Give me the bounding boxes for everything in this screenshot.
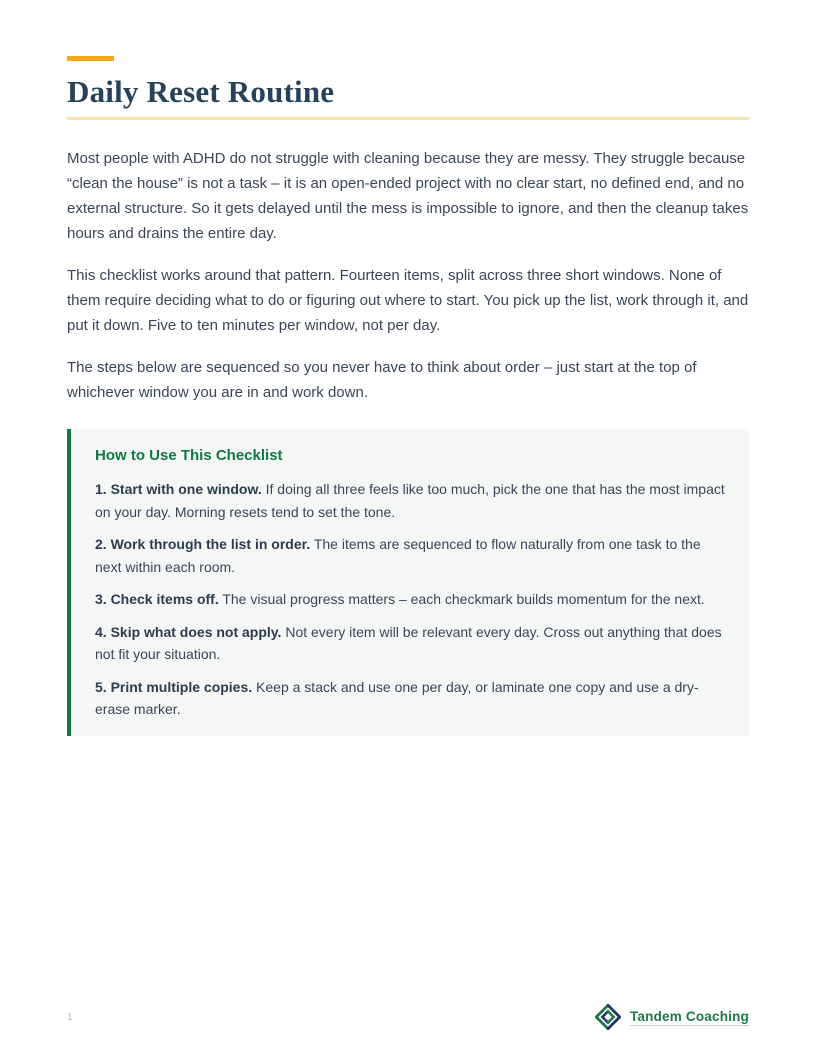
callout-item-4-label: 4. Skip what does not apply. — [95, 623, 282, 640]
callout-item-1-text: If doing all three feels like too much, pick the one that has the most impact on your day. Morning resets tend to set the tone. — [95, 481, 725, 520]
callout-item-2-label: 2. Work through the list in order. — [95, 536, 311, 552]
callout-item-5-label: 5. Print multiple copies. — [95, 678, 253, 695]
callout-item-1 — [95, 478, 725, 523]
tandem-diamond-icon — [595, 1004, 621, 1030]
brand-name: Tandem Coaching — [629, 1008, 749, 1024]
callout-item-2-text: The items are sequenced to flow naturally from one task to the next within each room. — [95, 536, 701, 575]
callout-item-3 — [95, 588, 725, 611]
title-rule — [67, 117, 749, 120]
callout-item-1-label: 1. Start with one window. — [95, 481, 262, 497]
intro-paragraph-2: This checklist works around that pattern. Fourteen items, split across three short windows. None of them require deciding what to do or figuring out where to start. You pick up the list, work through it, and put it down. Five to ten minutes per window, not per day. — [67, 267, 749, 334]
callout-item-2 — [95, 533, 725, 578]
accent-bar — [67, 56, 114, 61]
page-footer — [67, 1004, 749, 1030]
how-to-use-callout — [67, 429, 749, 736]
intro-paragraph-1: Most people with ADHD do not struggle with cleaning because they are messy. They struggle because “clean the house” is not a task – it is an open-ended project with no clear start, no defined end, and no external structure. So it gets delayed until the mess is impossible to ignore, and then the cleanup takes hours and drains the entire day. — [67, 150, 749, 242]
callout-heading: How to Use This Checklist — [95, 447, 283, 464]
callout-item-5-text: Keep a stack and use one per day, or laminate one copy and use a dry-erase marker. — [95, 678, 699, 717]
callout-item-4-text: Not every item will be relevant every day. Cross out anything that does not fit your situation. — [95, 623, 722, 662]
callout-item-3-text: The visual progress matters – each checkmark builds momentum for the next. — [222, 591, 705, 607]
brand-logo-link[interactable] — [595, 1004, 749, 1030]
page-title: Daily Reset Routine — [67, 74, 335, 109]
intro-paragraph-3: The steps below are sequenced so you never have to think about order – just start at the top of whichever window you are in and work down. — [67, 359, 697, 401]
callout-item-3-label: 3. Check items off. — [95, 591, 219, 607]
callout-item-5 — [95, 676, 725, 721]
page-number: 1 — [67, 1011, 73, 1023]
callout-item-4 — [95, 621, 725, 666]
